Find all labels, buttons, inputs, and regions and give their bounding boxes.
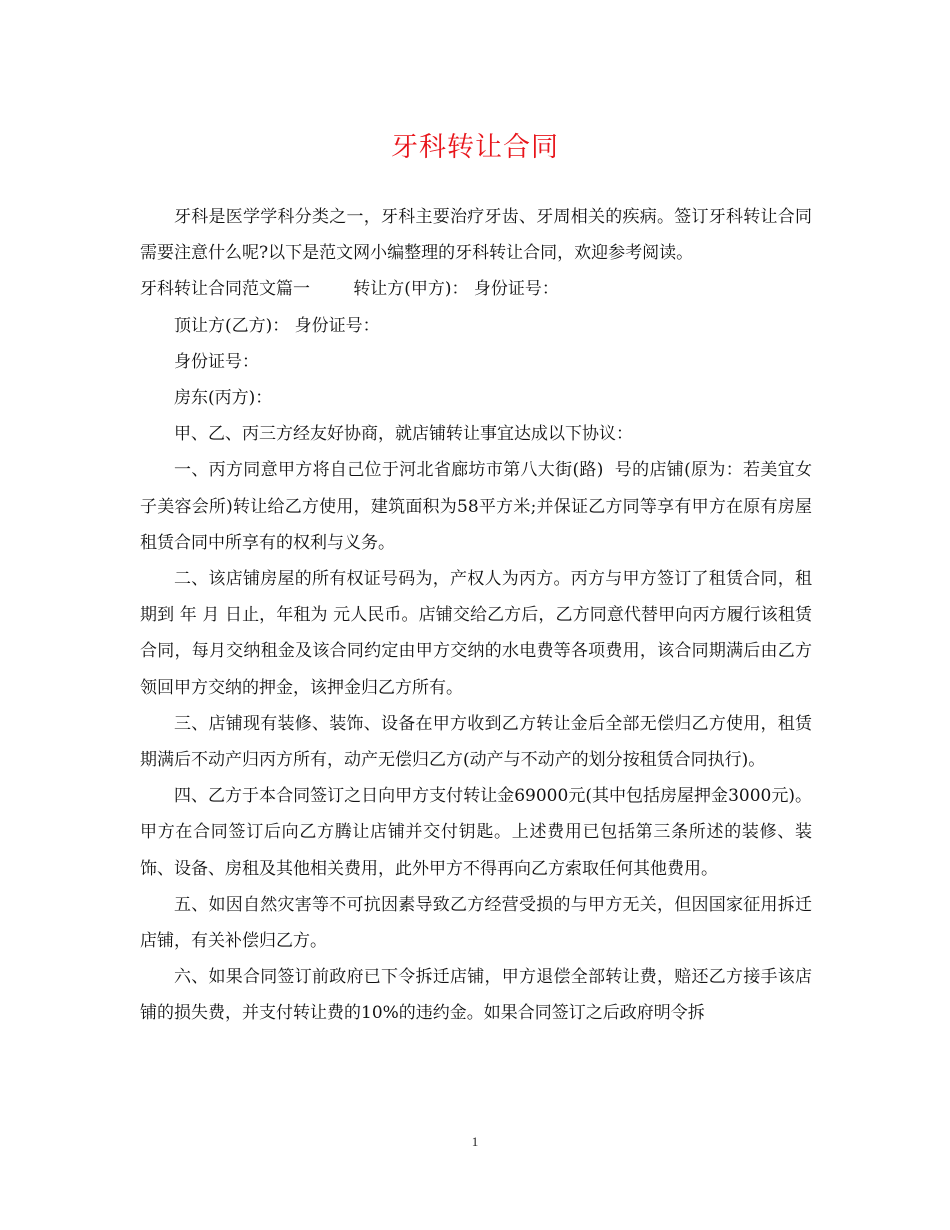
paragraph-clause-3: 三、店铺现有装修、装饰、设备在甲方收到乙方转让金后全部无偿归乙方使用，租赁期满后不动产归丙方所有，动产无偿归乙方(动产与不动产的划分按租赁合同执行)。 [140, 713, 812, 771]
page-number: 1 [471, 1134, 479, 1149]
paragraph-clause-5: 五、如因自然灾害等不可抗因素导致乙方经营受损的与甲方无关，但因国家征用拆迁店铺，有关补偿归乙方。 [140, 894, 812, 952]
paragraph-clause-4: 四、乙方于本合同签订之日向甲方支付转让金69000元(其中包括房屋押金3000元)。甲方在合同签订后向乙方腾让店铺并交付钥匙。上述费用已包括第三条所述的装修、装饰、设备、房租及其他相关费用，此外甲方不得再向乙方索取任何其他费用。 [140, 786, 812, 879]
paragraph-clause-2: 二、该店铺房屋的所有权证号码为，产权人为丙方。丙方与甲方签订了租赁合同，租期到 年 月 日止，年租为 元人民币。店铺交给乙方后，乙方同意代替甲向丙方履行该租赁合同，每月交纳租金及该合同约定由甲方交纳的水电费等各项费用，该合同期满后由乙方领回甲方交纳的押金，该押金归乙方所有。 [140, 569, 812, 698]
paragraph-agreement-intro: 甲、乙、丙三方经友好协商，就店铺转让事宜达成以下协议： [174, 424, 633, 445]
paragraph-transferor: 牙科转让合同范文篇一 转让方(甲方)： 身份证号： [140, 279, 559, 300]
paragraph-landlord: 房东(丙方)： [174, 388, 273, 409]
paragraph-id-number: 身份证号： [174, 351, 259, 372]
document-title: 牙科转让合同 [391, 132, 559, 163]
paragraph-clause-6: 六、如果合同签订前政府已下令拆迁店铺，甲方退偿全部转让费，赔还乙方接手该店铺的损失费，并支付转让费的10%的违约金。如果合同签订之后政府明令拆 [140, 967, 812, 1024]
document-body [140, 199, 812, 1032]
paragraph-transferee: 顶让方(乙方)： 身份证号： [174, 315, 380, 336]
paragraph-intro: 牙科是医学学科分类之一，牙科主要治疗牙齿、牙周相关的疾病。签订牙科转让合同需要注意什么呢?以下是范文网小编整理的牙科转让合同，欢迎参考阅读。 [140, 207, 812, 264]
paragraph-clause-1: 一、丙方同意甲方将自己位于河北省廊坊市第八大街(路) 号的店铺(原为：若美宜女子美容会所)转让给乙方使用，建筑面积为58平方米;并保证乙方同等享有甲方在原有房屋租赁合同中所享有的权利与义务。 [140, 460, 812, 553]
